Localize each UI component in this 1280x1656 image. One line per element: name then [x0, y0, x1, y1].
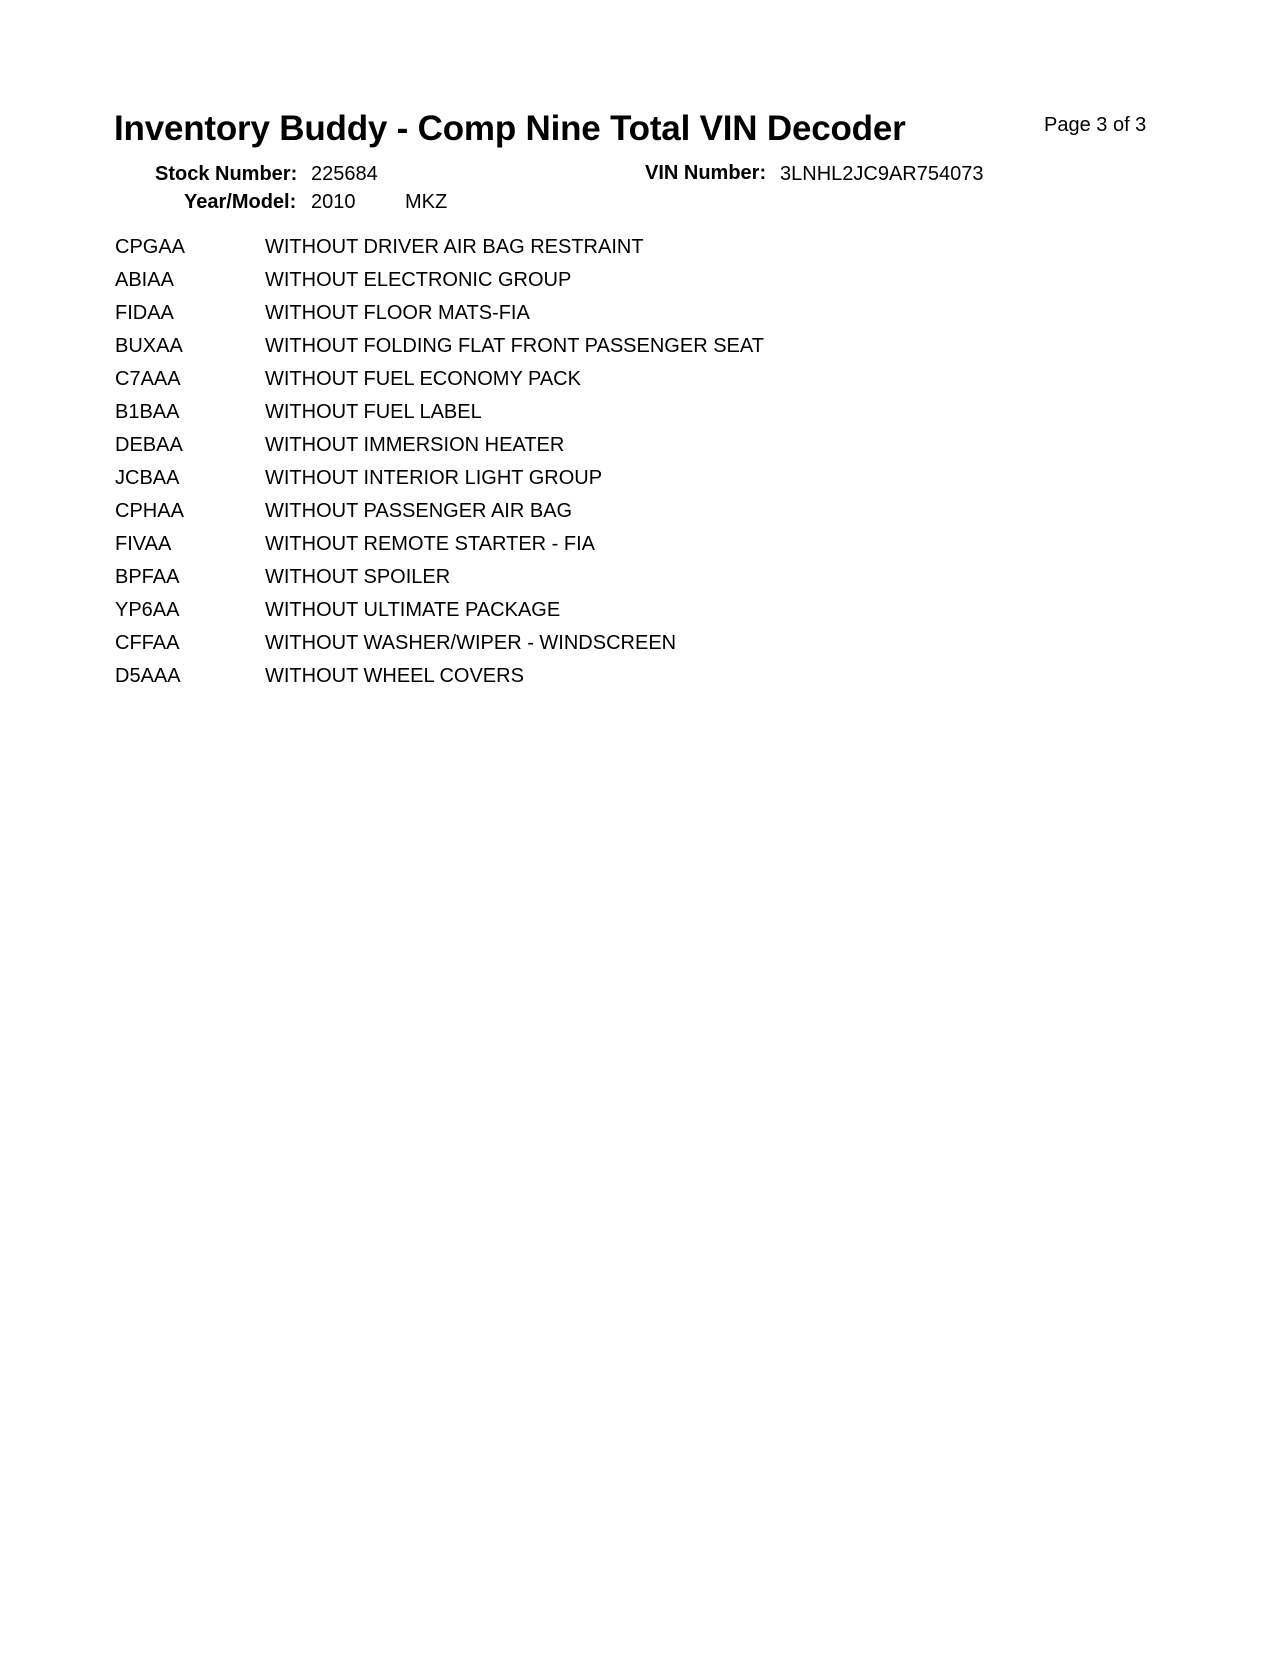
model-value: MKZ — [405, 191, 448, 213]
option-description: WITHOUT IMMERSION HEATER — [265, 433, 565, 456]
option-description: WITHOUT WHEEL COVERS — [265, 664, 524, 687]
stock-number-label: Stock Number: — [155, 163, 298, 185]
option-description: WITHOUT WASHER/WIPER - WINDSCREEN — [265, 631, 677, 654]
option-code: JCBAA — [115, 466, 180, 489]
vin-number-value: 3LNHL2JC9AR754073 — [780, 163, 984, 185]
stock-number-value: 225684 — [311, 163, 378, 185]
option-row — [115, 296, 764, 329]
option-code: FIVAA — [115, 532, 172, 555]
option-code-list — [115, 230, 764, 692]
option-code: FIDAA — [115, 301, 174, 324]
option-code: BUXAA — [115, 334, 183, 357]
option-row — [115, 428, 764, 461]
option-code: B1BAA — [115, 400, 180, 423]
option-code: YP6AA — [115, 598, 180, 621]
option-description: WITHOUT PASSENGER AIR BAG — [265, 499, 573, 522]
option-row — [115, 263, 764, 296]
option-row — [115, 395, 764, 428]
year-value: 2010 — [311, 191, 356, 213]
option-row — [115, 329, 764, 362]
page-title: Inventory Buddy - Comp Nine Total VIN Decoder — [114, 109, 906, 148]
option-description: WITHOUT SPOILER — [265, 565, 451, 588]
option-row — [115, 527, 764, 560]
option-description: WITHOUT INTERIOR LIGHT GROUP — [265, 466, 603, 489]
option-description: WITHOUT ULTIMATE PACKAGE — [265, 598, 561, 621]
option-row — [115, 593, 764, 626]
option-description: WITHOUT FLOOR MATS-FIA — [265, 301, 530, 324]
option-description: WITHOUT FUEL LABEL — [265, 400, 482, 423]
option-row — [115, 659, 764, 692]
option-row — [115, 626, 764, 659]
option-row — [115, 494, 764, 527]
option-code: CPGAA — [115, 235, 186, 258]
option-code: BPFAA — [115, 565, 180, 588]
option-description: WITHOUT DRIVER AIR BAG RESTRAINT — [265, 235, 644, 258]
option-code: ABIAA — [115, 268, 174, 291]
option-code: D5AAA — [115, 664, 181, 687]
option-code: CFFAA — [115, 631, 180, 654]
option-description: WITHOUT REMOTE STARTER - FIA — [265, 532, 595, 555]
option-row — [115, 230, 764, 263]
option-row — [115, 560, 764, 593]
option-code: CPHAA — [115, 499, 184, 522]
option-description: WITHOUT FOLDING FLAT FRONT PASSENGER SEAT — [265, 334, 764, 357]
option-description: WITHOUT FUEL ECONOMY PACK — [265, 367, 581, 390]
option-code: C7AAA — [115, 367, 181, 390]
page-number: Page 3 of 3 — [1044, 114, 1147, 136]
year-model-label: Year/Model: — [184, 191, 297, 213]
option-description: WITHOUT ELECTRONIC GROUP — [265, 268, 572, 291]
option-row — [115, 461, 764, 494]
option-row — [115, 362, 764, 395]
option-code: DEBAA — [115, 433, 183, 456]
vin-number-label: VIN Number: — [645, 162, 767, 184]
